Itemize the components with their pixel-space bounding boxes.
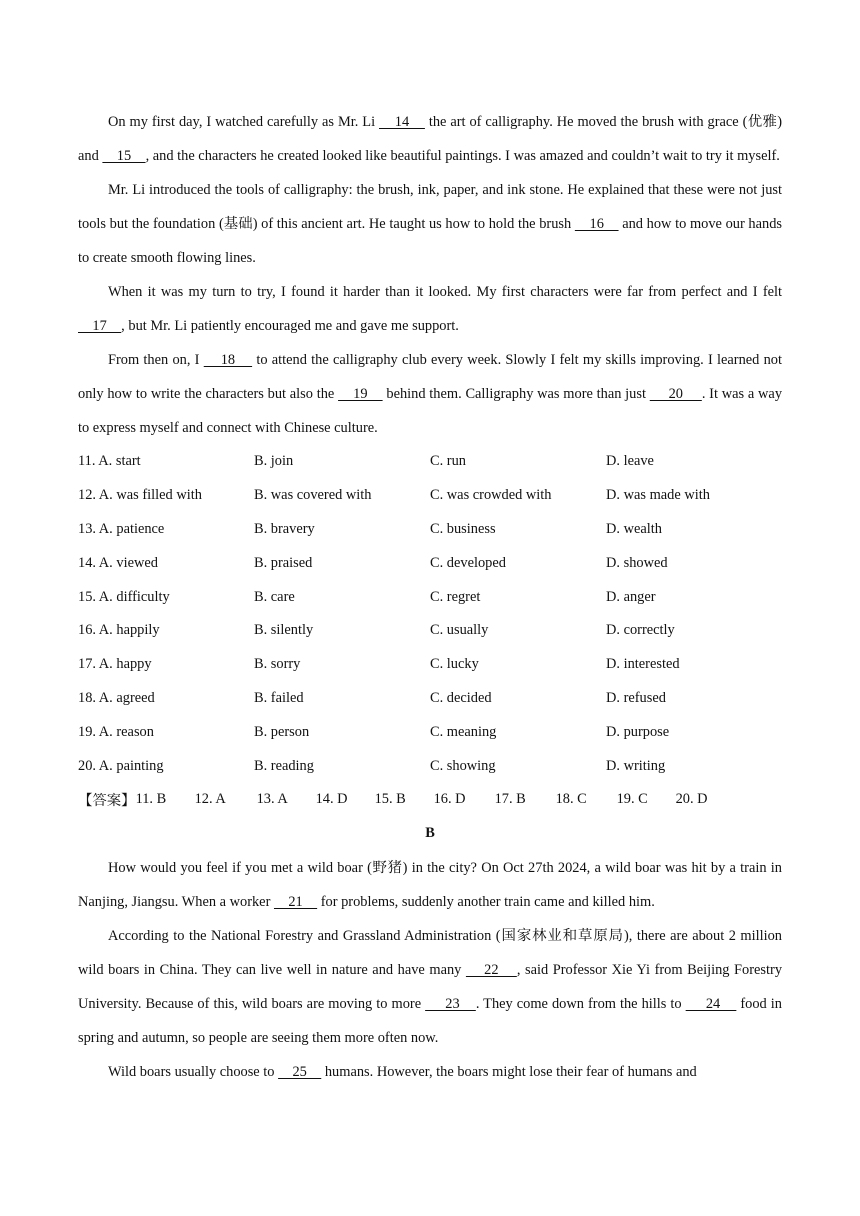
- paragraph-text: the art of calligraphy. He moved the brush with grace (优雅) and: [78, 114, 782, 164]
- option-row: [78, 479, 782, 513]
- answer-item: 11. B: [135, 791, 167, 808]
- option-choice: B. praised: [254, 554, 313, 571]
- paragraph-text: When it was my turn to try, I found it harder than it looked. My first characters were far from perfect and I felt: [108, 284, 782, 300]
- paragraph: [78, 173, 782, 275]
- option-choice: C. run: [430, 453, 466, 470]
- option-choice: C. usually: [430, 622, 489, 639]
- paragraph-text: , said Professor Xie Yi from Beijing Forestry University. Because of this, wild boars are moving to more: [78, 961, 783, 1012]
- option-choice: 11. A. start: [78, 453, 141, 470]
- option-choice: D. was made with: [606, 487, 710, 504]
- paragraph-text: for problems, suddenly another train came and killed him.: [317, 893, 655, 910]
- paragraph: [78, 343, 782, 445]
- option-choice: C. was crowded with: [430, 487, 552, 504]
- option-choice: B. was covered with: [254, 487, 372, 504]
- answer-item: 17. B: [494, 791, 526, 808]
- answer-blank: 22: [465, 961, 517, 978]
- option-choice: 17. A. happy: [78, 656, 152, 673]
- paragraph-text: , but Mr. Li patiently encouraged me and gave me support.: [121, 318, 459, 334]
- answer-key: [78, 783, 782, 817]
- answer-blank: 15: [102, 148, 146, 164]
- answer-item: 15. B: [374, 791, 406, 808]
- answer-blank: 16: [574, 216, 619, 232]
- option-choice: 16. A. happily: [78, 622, 160, 639]
- option-choice: B. failed: [254, 689, 304, 706]
- option-choice: D. wealth: [606, 520, 662, 537]
- answer-item: 20. D: [675, 791, 708, 808]
- option-row: [78, 580, 782, 614]
- option-row: [78, 648, 782, 682]
- option-choice: D. leave: [606, 453, 654, 470]
- option-choice: 15. A. difficulty: [78, 588, 170, 605]
- option-choice: C. regret: [430, 588, 481, 605]
- option-choice: B. person: [254, 723, 310, 740]
- answer-item: 16. D: [433, 791, 466, 808]
- answer-blank: 20: [649, 386, 702, 402]
- option-choice: 13. A. patience: [78, 520, 165, 537]
- option-row: [78, 546, 782, 580]
- paragraph-text: Wild boars usually choose to: [108, 1063, 279, 1080]
- option-choice: D. correctly: [606, 622, 675, 639]
- paragraph: [78, 919, 782, 1055]
- option-choice: C. developed: [430, 554, 506, 571]
- paragraph-text: food in spring and autumn, so people are seeing them more often now.: [78, 995, 782, 1046]
- paragraph-text: . They come down from the hills to: [475, 995, 686, 1012]
- paragraph-text: humans. However, the boars might lose their fear of humans and: [321, 1063, 697, 1080]
- answer-item: 18. C: [555, 791, 587, 808]
- paragraph-text: Mr. Li introduced the tools of calligraphy: the brush, ink, paper, and ink stone. He explained that these were not just tools but the foundation (基础) of this ancient art. He taught us how to hold the brush: [78, 182, 782, 232]
- option-choice: B. bravery: [254, 520, 315, 537]
- paragraph-text: According to the National Forestry and Grassland Administration (国家林业和草原局), there are about 2 million wild boars in China. They can live well in nature and have many: [78, 927, 782, 978]
- answer-item: 13. A: [256, 791, 288, 808]
- option-row: [78, 749, 782, 783]
- answer-item: 12. A: [194, 791, 226, 808]
- option-row: [78, 445, 782, 479]
- option-choice: D. refused: [606, 689, 666, 706]
- option-choice: C. lucky: [430, 656, 479, 673]
- option-choice: C. decided: [430, 689, 492, 706]
- option-row: [78, 682, 782, 716]
- answer-item: 19. C: [616, 791, 648, 808]
- option-choice: D. writing: [606, 757, 666, 774]
- option-choice: 20. A. painting: [78, 757, 164, 774]
- paragraph: [78, 1055, 782, 1089]
- option-choice: B. reading: [254, 757, 314, 774]
- paragraph-text: On my first day, I watched carefully as Mr. Li: [108, 114, 380, 130]
- option-choice: D. showed: [606, 554, 668, 571]
- option-row: [78, 513, 782, 547]
- answer-blank: 18: [203, 352, 253, 368]
- passage-b: [78, 851, 782, 1089]
- answer-blank: 23: [425, 995, 476, 1012]
- option-choice: C. showing: [430, 757, 496, 774]
- paragraph-text: From then on, I: [108, 352, 204, 368]
- answer-blank: 19: [338, 386, 383, 402]
- option-choice: C. business: [430, 520, 496, 537]
- answer-blank: 25: [278, 1063, 322, 1080]
- option-row: [78, 715, 782, 749]
- answer-blank: 14: [379, 114, 425, 130]
- answer-blank: 21: [273, 893, 318, 910]
- answer-label: 【答案】: [78, 793, 136, 810]
- paragraph: [78, 105, 782, 173]
- document-page: [78, 105, 782, 1089]
- paragraph-text: to attend the calligraphy club every week. Slowly I felt my skills improving. I learned not only how to write the characters but also the: [78, 352, 782, 402]
- option-choice: D. anger: [606, 588, 656, 605]
- paragraph-text: . It was a way to express myself and connect with Chinese culture.: [78, 386, 783, 436]
- section-b-title: B: [425, 824, 435, 841]
- paragraph: [78, 851, 782, 919]
- option-choice: 12. A. was filled with: [78, 487, 202, 504]
- paragraph-text: , and the characters he created looked like beautiful paintings. I was amazed and couldn’t wait to try it myself.: [145, 148, 780, 164]
- option-choice: 18. A. agreed: [78, 689, 155, 706]
- option-choice: B. join: [254, 453, 294, 470]
- option-choice: D. purpose: [606, 723, 670, 740]
- option-choice: B. silently: [254, 622, 314, 639]
- option-choice: B. sorry: [254, 656, 301, 673]
- option-choice: C. meaning: [430, 723, 497, 740]
- passage-a: [78, 105, 782, 445]
- answer-blank: 17: [78, 318, 122, 334]
- paragraph: [78, 275, 782, 343]
- paragraph-text: behind them. Calligraphy was more than just: [382, 386, 650, 402]
- option-choice: 19. A. reason: [78, 723, 154, 740]
- options-list: [78, 445, 782, 783]
- paragraph-text: How would you feel if you met a wild boar (野猪) in the city? On Oct 27th 2024, a wild boar was hit by a train in Nanjing, Jiangsu. When a worker: [78, 859, 782, 910]
- option-choice: B. care: [254, 588, 295, 605]
- option-row: [78, 614, 782, 648]
- paragraph-text: and how to move our hands to create smooth flowing lines.: [78, 216, 782, 266]
- answer-blank: 24: [685, 995, 737, 1012]
- option-choice: 14. A. viewed: [78, 554, 158, 571]
- answer-item: 14. D: [315, 791, 348, 808]
- option-choice: D. interested: [606, 656, 680, 673]
